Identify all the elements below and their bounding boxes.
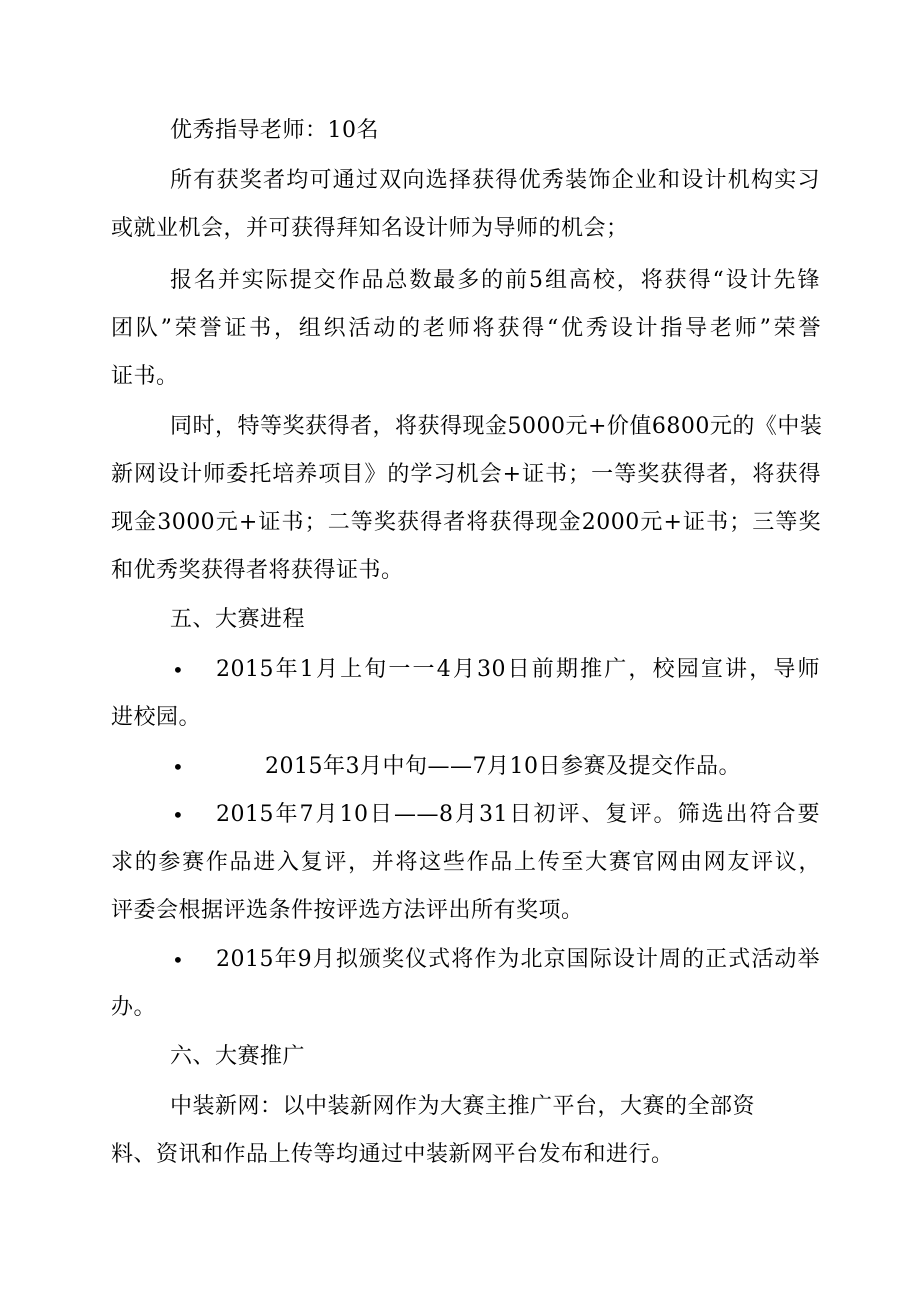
section-heading: 五、大赛进程	[170, 607, 306, 632]
paragraph-line: 证书。	[111, 364, 179, 389]
bullet-line: 2015年3月中旬——7月10日参赛及提交作品。	[265, 754, 741, 779]
bullet-line: 进校园。	[111, 705, 202, 730]
paragraph-line: 所有获奖者均可通过双向选择获得优秀装饰企业和设计机构实习	[170, 168, 820, 193]
paragraph-line: 优秀指导老师：10名	[170, 118, 379, 143]
bullet-line: 求的参赛作品进入复评，并将这些作品上传至大赛官网由网友评议，	[111, 850, 821, 875]
paragraph-line: 料、资讯和作品上传等均通过中装新网平台发布和进行。	[111, 1142, 674, 1167]
paragraph-line: 和优秀奖获得者将获得证书。	[111, 558, 404, 583]
bullet-icon: •	[172, 755, 184, 779]
section-heading: 六、大赛推广	[170, 1044, 306, 1069]
bullet-icon: •	[172, 803, 184, 827]
paragraph-line: 或就业机会，并可获得拜知名设计师为导师的机会；	[111, 216, 629, 241]
paragraph-line: 现金3000元+证书；二等奖获得者将获得现金2000元+证书；三等奖	[111, 510, 821, 535]
bullet-icon: •	[172, 658, 184, 682]
bullet-line: 评委会根据评选条件按评选方法评出所有奖项。	[111, 898, 584, 923]
paragraph-line: 报名并实际提交作品总数最多的前5组高校，将获得“设计先锋	[170, 268, 820, 293]
paragraph-line: 新网设计师委托培养项目》的学习机会+证书；一等奖获得者，将获得	[111, 462, 821, 487]
paragraph-line: 团队”荣誉证书，组织活动的老师将获得“优秀设计指导老师”荣誉	[111, 316, 821, 341]
bullet-line: 2015年9月拟颁奖仪式将作为北京国际设计周的正式活动举	[216, 947, 820, 972]
paragraph-line: 中装新网：以中装新网作为大赛主推广平台，大赛的全部资	[170, 1094, 756, 1119]
paragraph-line: 同时，特等奖获得者，将获得现金5000元+价值6800元的《中装	[170, 414, 823, 439]
bullet-line: 办。	[111, 995, 157, 1020]
bullet-icon: •	[172, 948, 184, 972]
bullet-line: 2015年1月上旬一一4月30日前期推广，校园宣讲，导师	[216, 657, 820, 682]
bullet-line: 2015年7月10日——8月31日初评、复评。筛选出符合要	[216, 802, 820, 827]
